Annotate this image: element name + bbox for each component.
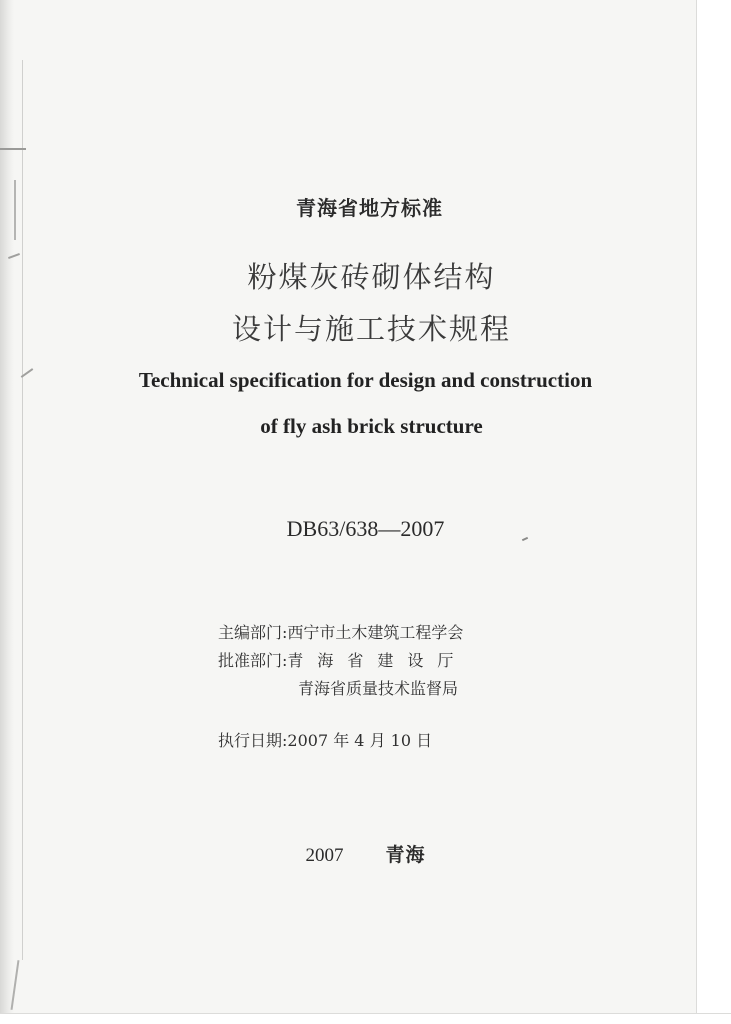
- effective-date-line: [218, 728, 432, 751]
- issuer-title: 青海省地方标准: [296, 196, 443, 220]
- approval-label: 批准部门:: [218, 651, 288, 670]
- approval-line-2: [298, 676, 458, 699]
- footer-year: 2007: [305, 845, 344, 866]
- chinese-title-line-1: 粉煤灰砖砌体结构: [247, 260, 496, 294]
- scan-bottom-margin: [0, 1013, 731, 1024]
- binding-edge: [0, 0, 14, 1024]
- chief-editor-label: 主编部门:: [218, 623, 288, 642]
- scan-right-margin: [696, 0, 731, 1024]
- footer-place: 青海: [385, 844, 426, 866]
- effective-date-value: 2007 年 4 月 10 日: [287, 731, 433, 750]
- chinese-title-line-2: 设计与施工技术规程: [231, 312, 511, 346]
- approval-value-1: 青海省建设厅: [287, 651, 468, 670]
- effective-date-label: 执行日期:: [218, 731, 288, 750]
- standard-number: DB63/638—2007: [286, 516, 445, 541]
- chief-editor-value: 西宁市土木建筑工程学会: [287, 623, 464, 642]
- english-title-line-2: of fly ash brick structure: [260, 414, 483, 438]
- chief-editor-line: [218, 620, 463, 643]
- english-title-line-1: Technical specification for design and construction: [138, 368, 593, 392]
- footer: [0, 840, 731, 867]
- scan-mark: [0, 148, 26, 150]
- approval-value-2: 青海省质量技术监督局: [298, 679, 459, 698]
- approval-line: [218, 648, 467, 671]
